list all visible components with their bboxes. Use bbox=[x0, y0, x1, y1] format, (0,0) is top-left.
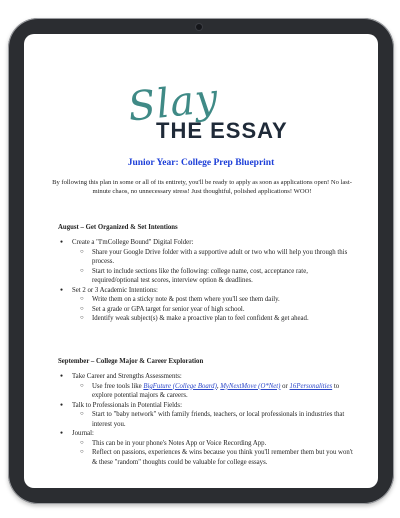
logo bbox=[24, 68, 378, 158]
sub-bullet-item: ○ Set a grade or GPA target for senior year of high school. bbox=[58, 305, 354, 315]
sub-bullet-item bbox=[58, 382, 354, 401]
sub-bullet-item: ○ Reflect on passions, experiences & wins because you think you'll remember them but you won't & these "random" thoughts could be valuable for college essays. bbox=[58, 448, 354, 467]
logo-title: THE ESSAY bbox=[156, 118, 288, 143]
text: Use free tools like bbox=[92, 382, 144, 390]
sub-bullet-item: ○ Write them on a sticky note & post them where you'll see them daily. bbox=[58, 295, 354, 305]
sub-bullet-item: ○ Identify weak subject(s) & make a proactive plan to feel confident & get ahead. bbox=[58, 314, 354, 324]
sub-bullet-item: ○ Share your Google Drive folder with a supportive adult or two who will help you through this process. bbox=[58, 248, 354, 267]
text: or bbox=[280, 382, 290, 390]
bullet-item: ● Talk to Professionals in Potential Fields: bbox=[58, 401, 354, 411]
bullet-item: ● Create a "I'mCollege Bound" Digital Folder: bbox=[58, 238, 354, 248]
sub-bullet-item: ○ Start to "baby network" with family friends, teachers, or local professionals in industries that interest you. bbox=[58, 410, 354, 429]
tablet-frame bbox=[8, 18, 394, 504]
document-title: Junior Year: College Prep Blueprint bbox=[127, 158, 275, 168]
section-august bbox=[58, 224, 354, 324]
logo-script: Slay bbox=[125, 75, 221, 131]
bigfuture-link[interactable]: BigFuture (College Board) bbox=[143, 382, 217, 390]
camera-icon bbox=[196, 24, 202, 30]
mynextmove-link[interactable]: MyNextMove (O*Net) bbox=[220, 382, 281, 390]
bullet-item: ● Set 2 or 3 Academic Intentions: bbox=[58, 286, 354, 296]
intro-paragraph: By following this plan in some or all of its entirety, you'll be ready to apply as soon as applications open! No last-minute chaos, no unnecessary stress! Just thoughtful, polished applications! WOO! bbox=[52, 179, 352, 195]
text: , bbox=[216, 382, 221, 390]
section-heading: August – Get Organized & Set Intentions bbox=[58, 224, 178, 231]
bullet-item: ● Take Career and Strengths Assessments: bbox=[58, 372, 354, 382]
tablet-screen bbox=[24, 34, 378, 488]
16personalities-link[interactable]: 16Personalities bbox=[289, 382, 333, 390]
text: to explore potential majors & careers. bbox=[92, 382, 340, 399]
bullet-item: ● Journal: bbox=[58, 429, 354, 439]
section-heading: September – College Major & Career Exploration bbox=[58, 358, 204, 365]
document-page bbox=[24, 34, 378, 488]
sub-bullet-item: ○ This can be in your phone's Notes App or Voice Recording App. bbox=[58, 439, 354, 449]
sub-bullet-item: ○ Start to include sections like the following: college name, cost, acceptance rate, required/optional test scores, interview option & deadlines. bbox=[58, 267, 354, 286]
section-september bbox=[58, 358, 354, 467]
